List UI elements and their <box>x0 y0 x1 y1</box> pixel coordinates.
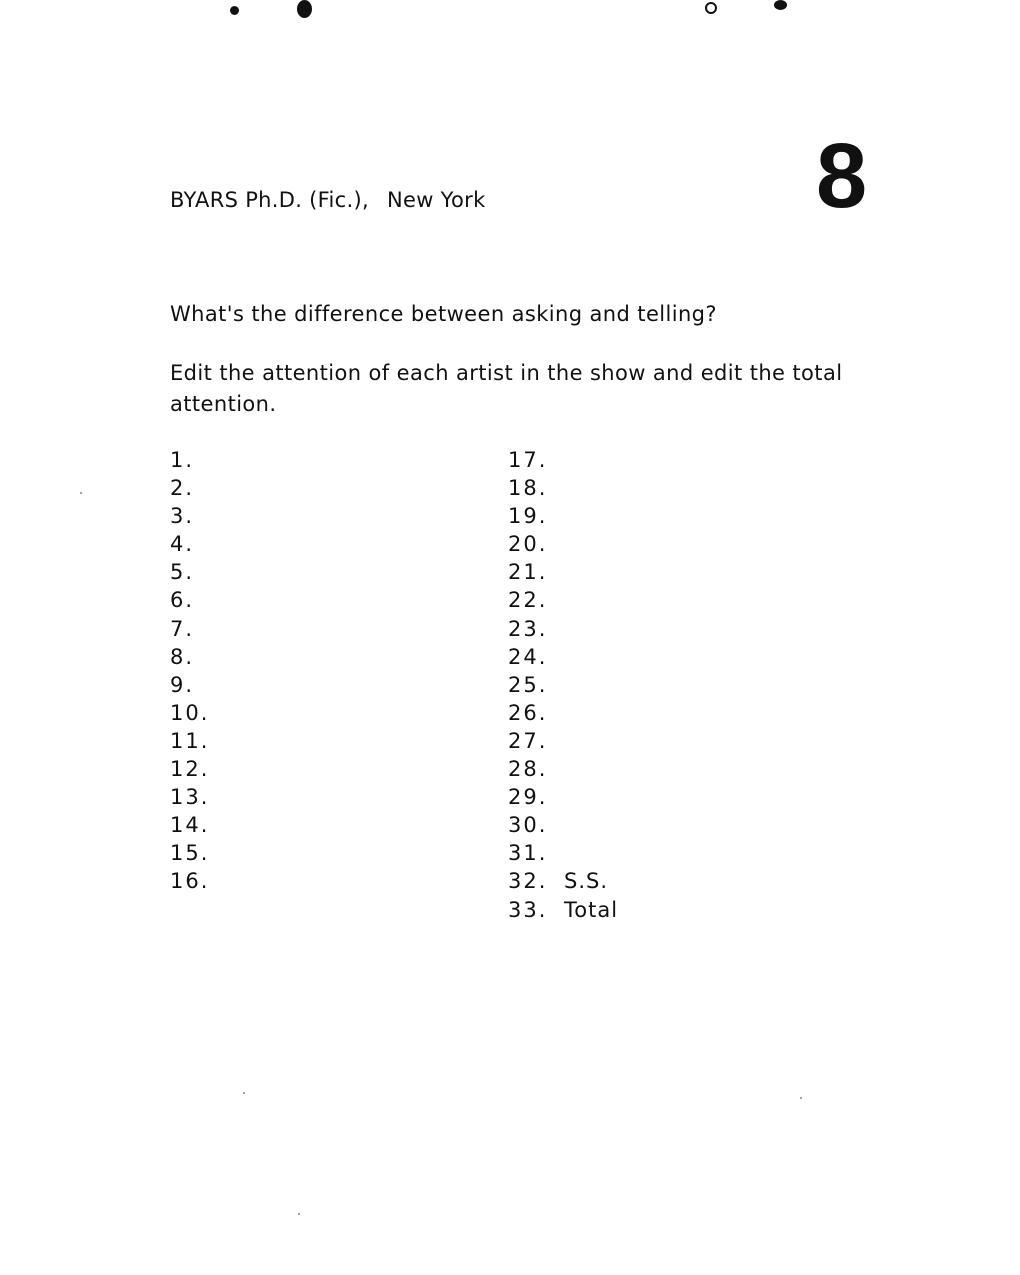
list-item-number: 26. <box>508 700 548 725</box>
list-item-number: 31. <box>508 841 548 866</box>
list-item <box>170 474 209 502</box>
list-item <box>508 727 547 755</box>
page-number: 8 <box>816 125 868 227</box>
list-item-number: 4. <box>170 532 195 557</box>
list-item <box>170 727 209 755</box>
list-item <box>508 643 547 671</box>
list-item-number: 17. <box>508 448 548 472</box>
list-item <box>170 755 209 783</box>
list-item-number: 27. <box>508 728 548 753</box>
list-item <box>170 502 209 530</box>
ink-blot <box>705 2 717 14</box>
list-item <box>170 446 209 474</box>
header-line <box>170 188 486 212</box>
author-text: BYARS Ph.D. (Fic.), <box>170 188 369 212</box>
scan-speck <box>298 1213 300 1215</box>
list-item-number: 28. <box>508 757 548 782</box>
list-item <box>170 839 209 867</box>
list-item-number: 12. <box>170 757 210 782</box>
question-text: What's the difference between asking and telling? <box>170 302 717 326</box>
numbered-list-right <box>508 446 619 924</box>
list-item-number: 10. <box>170 700 210 725</box>
list-item <box>508 558 547 586</box>
instruction-text: Edit the attention of each artist in the show and edit the total attention. <box>170 361 843 416</box>
list-item <box>508 671 547 699</box>
list-item <box>508 699 547 727</box>
list-item-number: 16. <box>170 869 210 894</box>
list-item <box>508 867 609 895</box>
list-item <box>508 446 547 474</box>
ink-blot <box>774 0 787 10</box>
list-item-number: 21. <box>508 560 548 585</box>
list-item <box>508 586 547 614</box>
numbered-list-left <box>170 446 209 896</box>
list-item <box>170 586 209 614</box>
list-item-number: 33. <box>508 897 548 922</box>
scan-speck <box>800 1097 802 1099</box>
list-item-number: 22. <box>508 588 548 613</box>
list-item <box>508 530 547 558</box>
list-item <box>508 839 547 867</box>
ink-blot <box>230 6 239 15</box>
scan-speck <box>80 492 82 494</box>
list-item <box>508 896 619 924</box>
list-item <box>508 783 547 811</box>
list-item-label: S.S. <box>564 869 609 894</box>
list-item <box>170 615 209 643</box>
list-item-label: Total <box>564 897 619 922</box>
list-item-number: 1. <box>170 448 195 472</box>
list-item-number: 19. <box>508 504 548 529</box>
list-item <box>170 643 209 671</box>
list-item-number: 18. <box>508 476 548 501</box>
list-item-number: 25. <box>508 672 548 697</box>
list-item-number: 23. <box>508 616 548 641</box>
list-item <box>508 474 547 502</box>
list-item-number: 2. <box>170 476 195 501</box>
ink-blot <box>297 0 312 18</box>
list-item <box>170 783 209 811</box>
list-item-number: 14. <box>170 813 210 838</box>
list-item-number: 5. <box>170 560 195 585</box>
list-item-number: 8. <box>170 644 195 669</box>
list-item <box>170 671 209 699</box>
list-item <box>170 530 209 558</box>
location-text: New York <box>386 188 486 212</box>
list-item <box>508 811 547 839</box>
list-item-number: 9. <box>170 672 195 697</box>
list-item-number: 13. <box>170 785 210 810</box>
list-item-number: 7. <box>170 616 195 641</box>
scan-speck <box>243 1092 245 1094</box>
list-item <box>170 558 209 586</box>
list-item <box>508 615 547 643</box>
list-item <box>170 811 209 839</box>
list-item-number: 11. <box>170 728 210 753</box>
list-item-number: 24. <box>508 644 548 669</box>
list-item <box>170 867 209 895</box>
list-item-number: 15. <box>170 841 210 866</box>
list-item <box>508 502 547 530</box>
list-item <box>508 755 547 783</box>
list-item-number: 20. <box>508 532 548 557</box>
list-item-number: 32. <box>508 869 548 894</box>
list-item-number: 3. <box>170 504 195 529</box>
list-item <box>170 699 209 727</box>
list-item-number: 30. <box>508 813 548 838</box>
list-item-number: 6. <box>170 588 195 613</box>
list-item-number: 29. <box>508 785 548 810</box>
